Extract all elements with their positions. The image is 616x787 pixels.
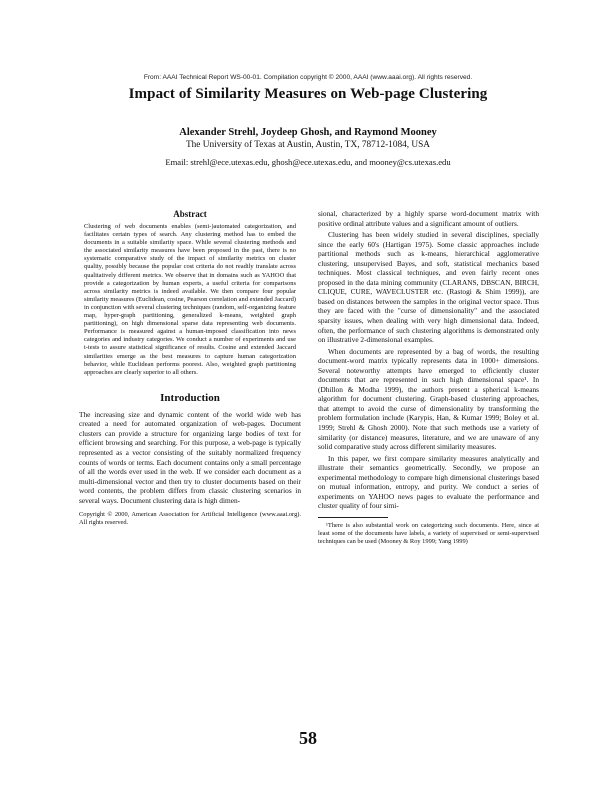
body-paragraph: In this paper, we first compare similarity measures analytically and illustrate their semantics geometrically. Secondly, we propose an experimental methodology to compare high dimensional clusterings based on mutual information, entropy, and purity. We conduct a series of experiments on YAHOO news pages to evaluate the performance and cluster quality of four simi- (318, 453, 539, 511)
left-column (79, 209, 301, 527)
footnote-divider (318, 517, 388, 518)
abstract-text: Clustering of web documents enables (semi-)automated categorization, and facilitates certain types of search. Any clustering method has to embed the documents in a suitable similarity space. While several clustering methods and the associated similarity measures have been proposed in the past, there is no systematic comparative study of the impact of similarity metrics on cluster quality, possibly because the popular cost criteria do not readily translate across qualitatively different metrics. We observe that in domains such as YAHOO that provide a categorization by human experts, a useful criteria for comparisons across similarity metrics is indeed available. We then compare four popular similarity measures (Euclidean, cosine, Pearson correlation and extended Jaccard) in conjunction with several clustering techniques (random, self-organizing feature map, hyper-graph partitioning, generalized k-means, weighted graph partitioning), on high dimensional sparse data representing web documents. Performance is measured against a human-imposed classification into news categories and industry categories. We conduct a number of experiments and use t-tests to assure statistical significance of results. Cosine and extended Jaccard similarities emerge as the best measures to capture human categorization behavior, while Euclidean performs poorest. Also, weighted graph partitioning approaches are clearly superior to all others. (84, 223, 296, 376)
affiliation: The University of Texas at Austin, Austin, TX, 78712-1084, USA (185, 140, 431, 150)
paper-title: Impact of Similarity Measures on Web-page Clustering (128, 86, 488, 102)
right-column (318, 209, 539, 546)
author-emails: Email: strehl@ece.utexas.edu, ghosh@ece.utexas.edu, and mooney@cs.utexas.edu (165, 157, 451, 167)
body-paragraph: When documents are represented by a bag of words, the resulting document-word matrix typically represents data in 1000+ dimensions. Several noteworthy attempts have emerged to efficiently cluster documents that are represented in such high dimensional space¹. In (Dhillon & Modha 1999), the authors present a spherical k-means algorithm for document clustering. Graph-based clustering approaches, that attempt to avoid the curse of dimensionality by transforming the problem formulation include (Karypis, Han, & Kumar 1999; Boley et al. 1999; Strehl & Ghosh 2000). Note that such methods use a variety of similarity (or distance) measures, literature, and we are unaware of any solid comparative study across different similarity measures. (318, 346, 539, 452)
footnote: ¹There is also substantial work on categorizing such documents. Here, since at least some of the documents have labels, a variety of supervised or semi-supervised techniques can be used (Mooney & Roy 1999; Yang 1999) (318, 521, 539, 545)
introduction-heading: Introduction (160, 391, 220, 404)
abstract-heading: Abstract (173, 209, 207, 219)
body-paragraph: Clustering has been widely studied in several disciplines, specially since the early 60's (Hartigan 1975). Some classic approaches include partitional methods such as k-means, hierarchical agglomerative clustering, unsupervised Bayes, and soft, statistical mechanics based techniques. Most classical techniques, and even fairly recent ones proposed in the data mining community (CLARANS, DBSCAN, BIRCH, CLIQUE, CURE, WAVECLUSTER etc. (Rastogi & Shim 1999)), are based on distances between the samples in the original vector space. Thus they are faced with the "curse of dimensionality" and the associated sparsity issues, when dealing with very high dimensional data. Indeed, often, the performance of such clustering algorithms is demonstrated only on illustrative 2-dimensional examples. (318, 230, 539, 345)
source-note: From: AAAI Technical Report WS-00-01. Compilation copyright © 2000, AAAI (www.aaai.org). All rights reserved. (143, 74, 473, 81)
author-list: Alexander Strehl, Joydeep Ghosh, and Raymond Mooney (179, 127, 437, 138)
page-number: 58 (299, 728, 317, 748)
copyright-notice: Copyright © 2000, American Association for Artificial Intelligence (www.aaai.org). All rights reserved. (79, 511, 301, 527)
introduction-paragraph: The increasing size and dynamic content of the world wide web has created a need for automated organization of web-pages. Document clusters can provide a structure for organizing large bodies of text for efficient browsing and searching. For this purpose, a web-page is typically represented as a vector consisting of the suitably normalized frequency counts of words or terms. Each document contains only a small percentage of all the words ever used in the web. If we consider each document as a multi-dimensional vector and then try to cluster documents based on their word contents, the problem differs from classic clustering scenarios in several ways. Document clustering data is high dimen- (79, 409, 301, 505)
body-paragraph: sional, characterized by a highly sparse word-document matrix with positive ordinal attribute values and a significant amount of outliers. (318, 209, 539, 228)
